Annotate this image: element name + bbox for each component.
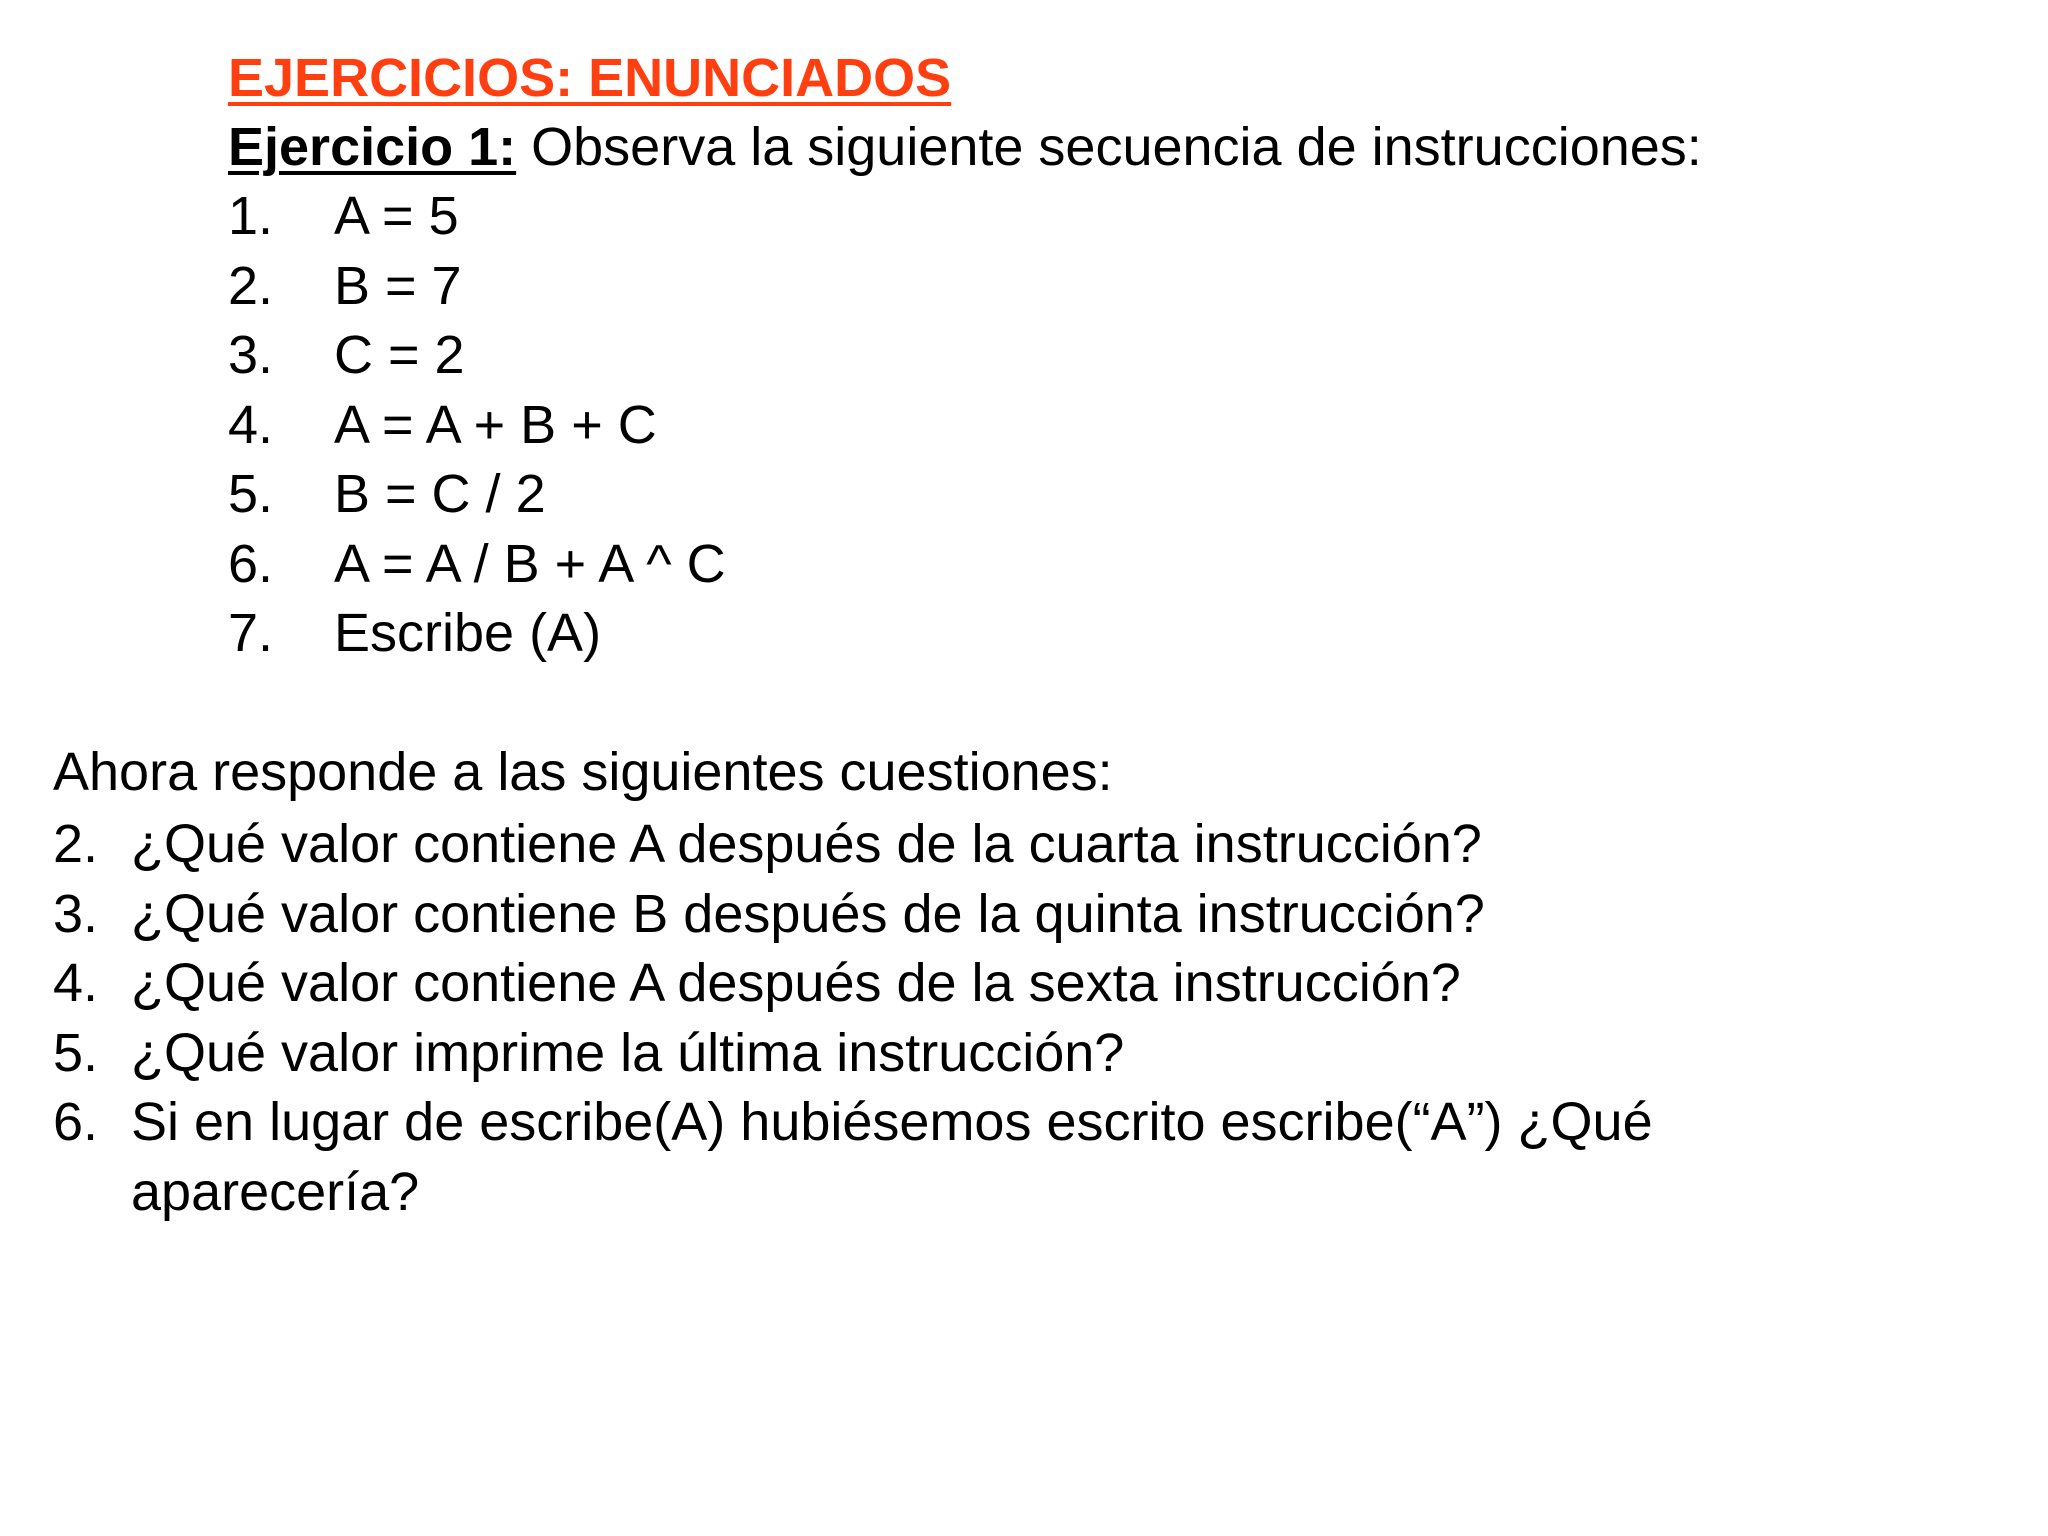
instruction-text: B = 7 [334, 255, 462, 316]
instruction-number: 1. [228, 186, 274, 246]
questions-intro: Ahora responde a las siguientes cuestiones: [53, 742, 1113, 802]
instruction-text: C = 2 [334, 325, 465, 385]
question-text: ¿Qué valor imprime la última instrucción? [131, 1022, 1125, 1083]
exercise-statement [228, 115, 1702, 179]
instruction-item [228, 601, 726, 671]
question-text: ¿Qué valor contiene A después de la cuarta instrucción? [131, 814, 1482, 874]
question-number: 4. [53, 953, 99, 1013]
instruction-item [228, 462, 726, 532]
instruction-item [228, 254, 726, 324]
question-number: 2. [53, 814, 99, 874]
instruction-number: 2. [228, 255, 274, 316]
instruction-text: A = A / B + A ^ C [334, 533, 726, 594]
instruction-number: 6. [228, 533, 274, 594]
question-item [53, 1019, 1953, 1089]
question-item [53, 810, 1953, 880]
exercise-text: Observa la siguiente secuencia de instrucciones: [516, 117, 1702, 177]
instruction-item [228, 532, 726, 602]
instruction-item [228, 184, 726, 254]
question-text: ¿Qué valor contiene A después de la sexta instrucción? [131, 953, 1461, 1013]
question-item [53, 880, 1953, 950]
question-list [53, 810, 1953, 1227]
question-text: ¿Qué valor contiene B después de la quinta instrucción? [131, 883, 1485, 944]
question-item [53, 949, 1953, 1019]
instruction-item [228, 323, 726, 393]
instruction-number: 7. [228, 603, 274, 663]
question-number: 6. [53, 1092, 99, 1152]
instruction-text: A = 5 [334, 186, 459, 246]
instruction-text: B = C / 2 [334, 464, 546, 524]
instruction-text: Escribe (A) [334, 603, 602, 663]
instruction-number: 3. [228, 325, 274, 385]
question-number: 5. [53, 1022, 99, 1083]
instruction-number: 5. [228, 464, 274, 524]
instruction-item [228, 393, 726, 463]
question-number: 3. [53, 883, 99, 944]
exercise-label: Ejercicio 1: [228, 117, 517, 177]
instruction-text: A = A + B + C [334, 394, 657, 455]
question-item [53, 1088, 1953, 1227]
instruction-list [228, 184, 726, 671]
page-title: EJERCICIOS: ENUNCIADOS [228, 48, 952, 108]
question-text: Si en lugar de escribe(A) hubiésemos escrito escribe(“A”) ¿Qué aparecería? [131, 1092, 1653, 1222]
instruction-number: 4. [228, 394, 274, 455]
